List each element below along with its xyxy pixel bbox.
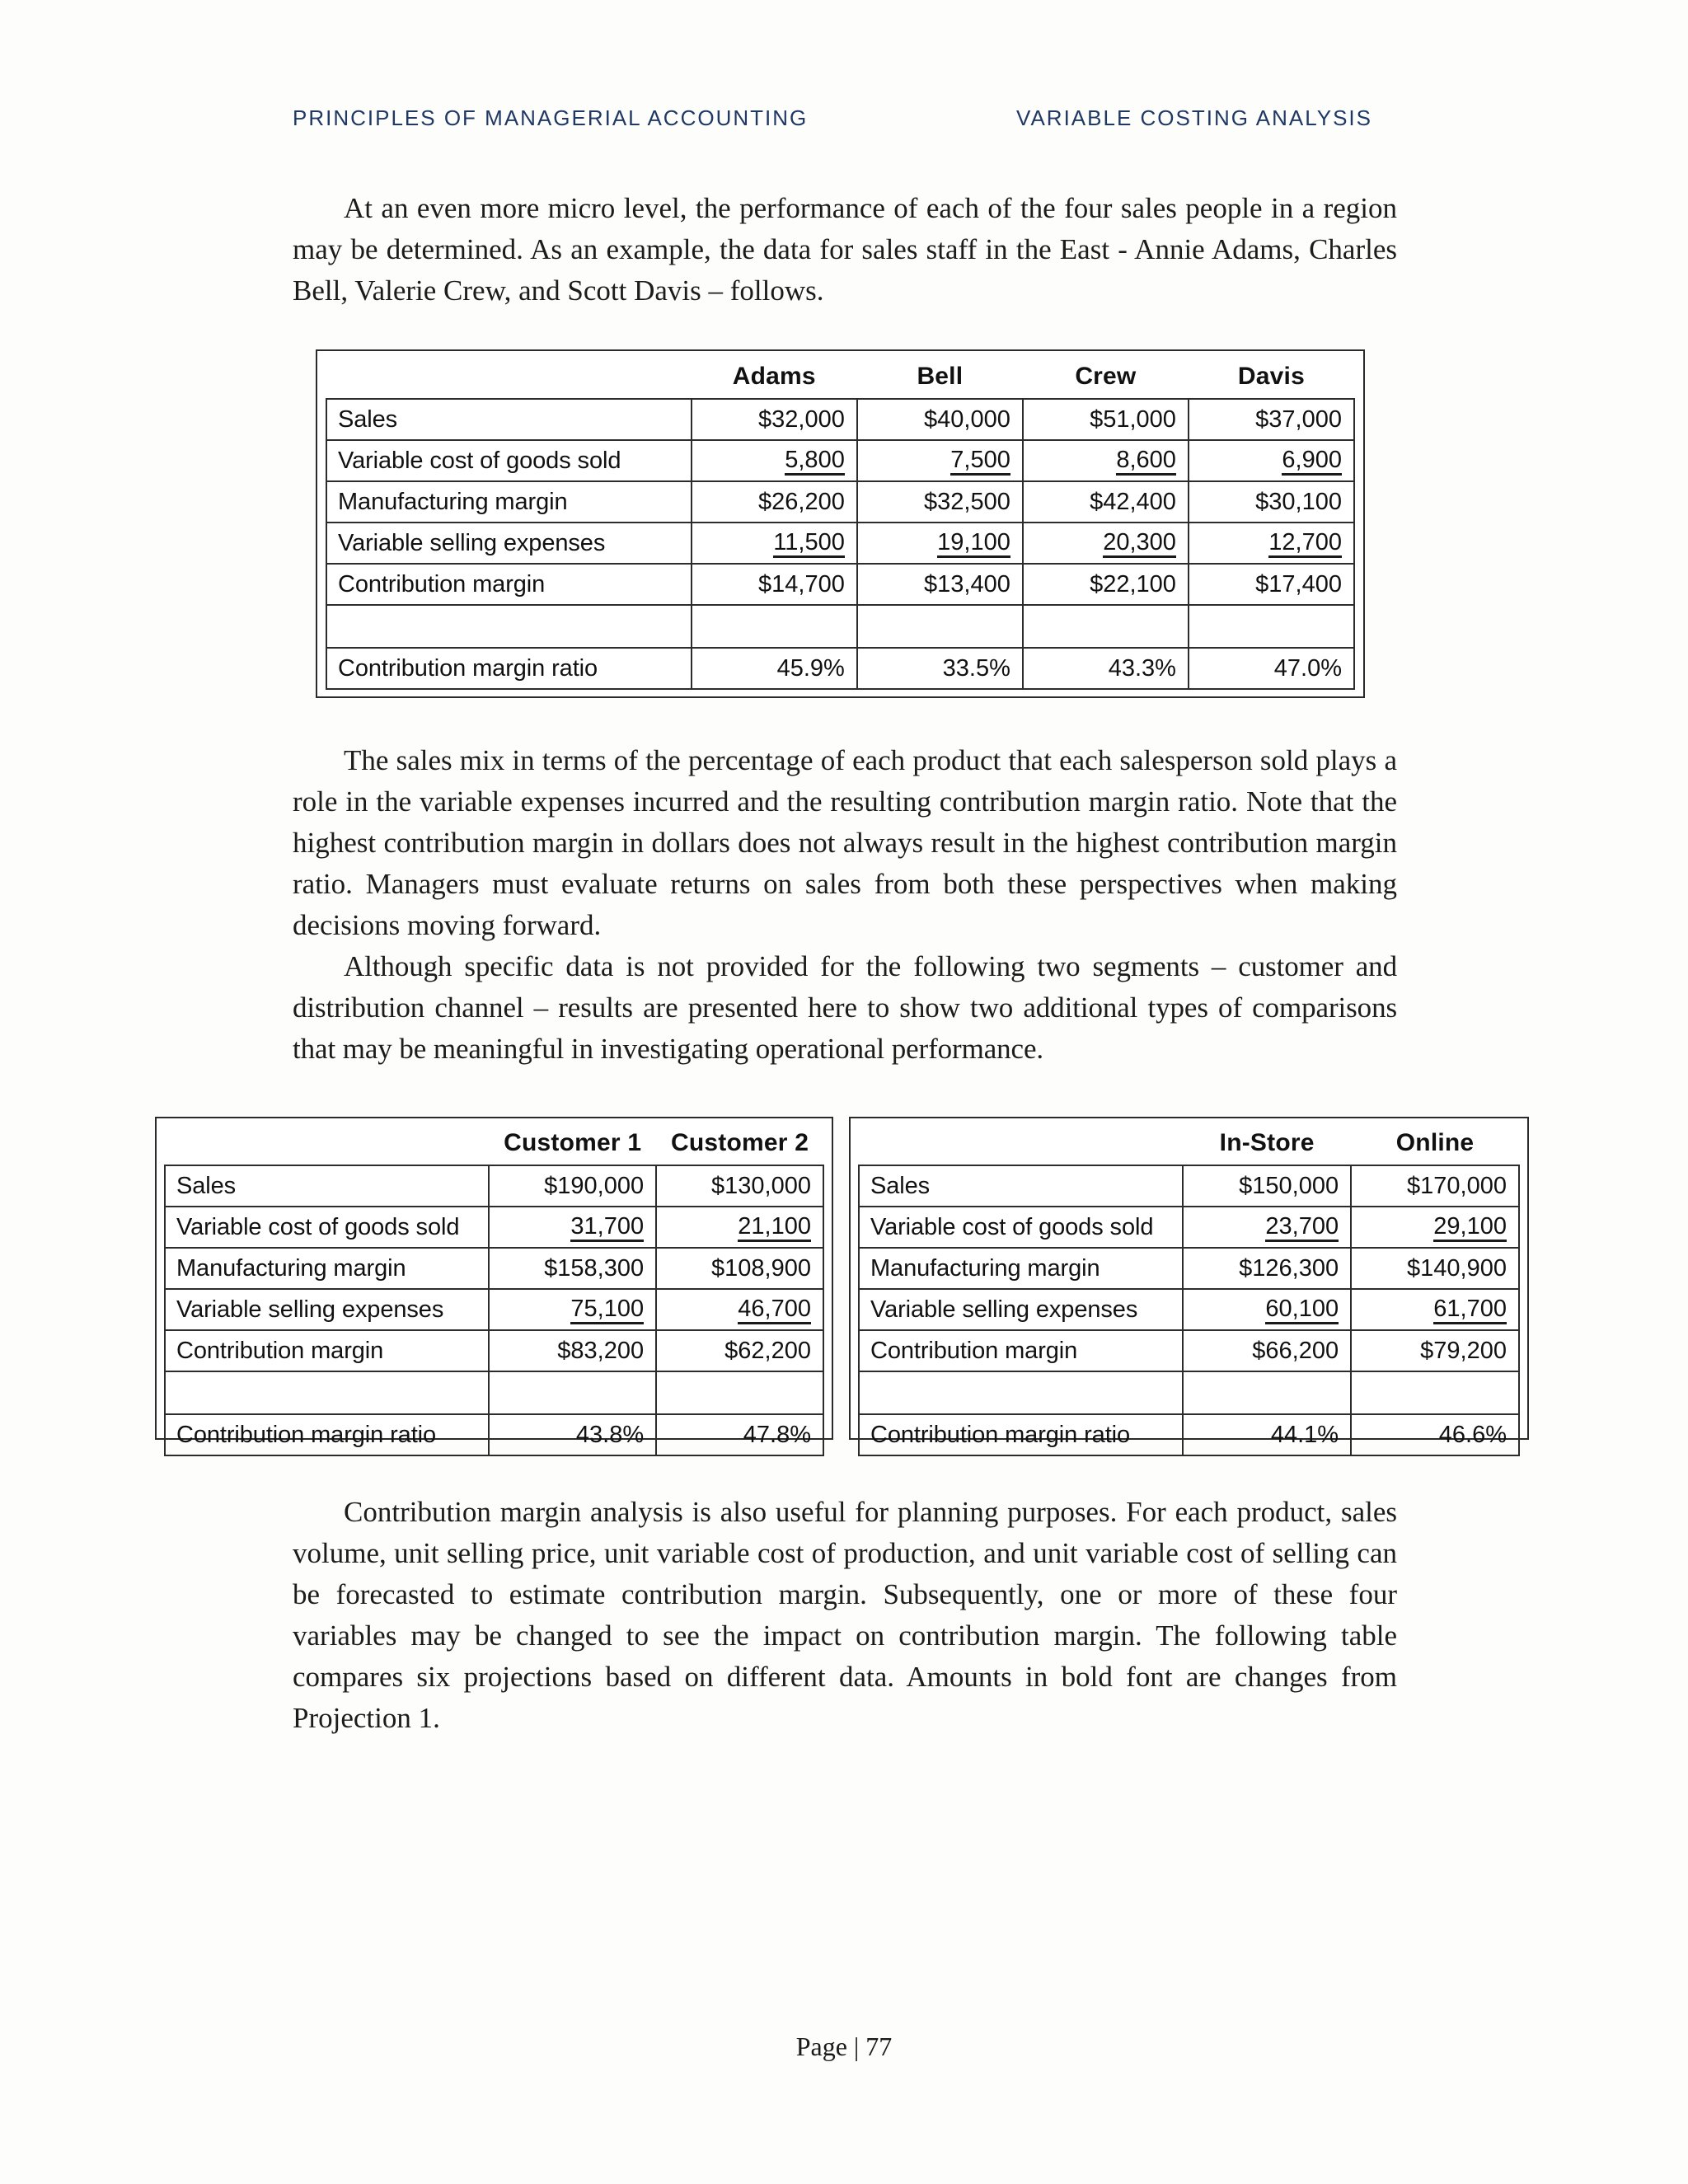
row-label: Contribution margin ratio [326, 648, 692, 689]
row-label: Variable selling expenses [859, 1289, 1183, 1330]
row-label: Contribution margin [326, 564, 692, 605]
cell-value: $62,200 [656, 1330, 823, 1371]
spacer-cell [692, 605, 857, 648]
table-row [859, 1289, 1519, 1330]
footer-separator: | [853, 2032, 860, 2061]
spacer-cell [165, 1371, 489, 1414]
channel-table-container [849, 1117, 1529, 1448]
table-row [859, 1165, 1519, 1207]
column-header-davis: Davis [1237, 363, 1305, 390]
column-header-crew: Crew [1075, 363, 1137, 390]
cell-value: 47.0% [1189, 648, 1354, 689]
column-header-customer-1: Customer 1 [504, 1129, 642, 1156]
row-label: Sales [326, 399, 692, 440]
cell-value: 31,700 [489, 1207, 656, 1248]
spacer-cell [489, 1371, 656, 1414]
cell-value: 29,100 [1351, 1207, 1519, 1248]
cell-value: $32,500 [857, 481, 1023, 523]
spacer-cell [1023, 605, 1189, 648]
table-row [165, 1414, 823, 1455]
running-head-right: VARIABLE COSTING ANALYSIS [1016, 105, 1372, 130]
cell-value: 6,900 [1189, 440, 1354, 481]
table-row [165, 1330, 823, 1371]
table-row [165, 1165, 823, 1207]
table-header-row [859, 1122, 1519, 1165]
table-row [165, 1207, 823, 1248]
cell-value: 61,700 [1351, 1289, 1519, 1330]
row-label: Sales [165, 1165, 489, 1207]
cell-value: 20,300 [1023, 523, 1189, 564]
cell-value: 19,100 [857, 523, 1023, 564]
table-row [859, 1330, 1519, 1371]
cell-value: $30,100 [1189, 481, 1354, 523]
row-label: Variable selling expenses [326, 523, 692, 564]
row-label: Manufacturing margin [859, 1248, 1183, 1289]
cell-value: $190,000 [489, 1165, 656, 1207]
cell-value: $158,300 [489, 1248, 656, 1289]
paragraph-4: Contribution margin analysis is also useful for planning purposes. For each product, sales volume, unit selling price, unit variable cost of production, and unit variable cost of selling can be forecasted to estimate contribution margin. Subsequently, one or more of these four variables may be changed to see the impact on contribution margin. The following table compares six projections based on different data. Amounts in bold font are changes from Projection 1. [293, 1496, 1397, 1734]
cell-value: 46.6% [1351, 1414, 1519, 1455]
row-label: Variable cost of goods sold [326, 440, 692, 481]
table-spacer-row [326, 605, 1354, 648]
cell-value: $22,100 [1023, 564, 1189, 605]
spacer-cell [326, 605, 692, 648]
cell-value: 11,500 [692, 523, 857, 564]
cell-value: $42,400 [1023, 481, 1189, 523]
column-header-online: Online [1395, 1129, 1475, 1156]
cell-value: $170,000 [1351, 1165, 1519, 1207]
row-label: Contribution margin [165, 1330, 489, 1371]
row-label: Variable cost of goods sold [165, 1207, 489, 1248]
spacer-cell [859, 1371, 1183, 1414]
cell-value: $37,000 [1189, 399, 1354, 440]
cell-value: 44.1% [1183, 1414, 1351, 1455]
cell-value: 5,800 [692, 440, 857, 481]
cell-value: 12,700 [1189, 523, 1354, 564]
table-spacer-row [859, 1371, 1519, 1414]
cell-value: 43.3% [1023, 648, 1189, 689]
paragraph-1: At an even more micro level, the performance of each of the four sales people in a region may be determined. As an example, the data for sales staff in the East - Annie Adams, Charles Bell, Valerie Crew, and Scott Davis – follows. [293, 192, 1397, 307]
column-header-in-store: In-Store [1219, 1129, 1315, 1156]
row-label: Contribution margin ratio [859, 1414, 1183, 1455]
salespeople-table [326, 356, 1355, 690]
cell-value: $150,000 [1183, 1165, 1351, 1207]
cell-value: $83,200 [489, 1330, 656, 1371]
table-row [326, 399, 1354, 440]
cell-value: 33.5% [857, 648, 1023, 689]
spacer-cell [656, 1371, 823, 1414]
table-row [326, 564, 1354, 605]
table-row [165, 1248, 823, 1289]
cell-value: $126,300 [1183, 1248, 1351, 1289]
table-row [326, 523, 1354, 564]
cell-value: 7,500 [857, 440, 1023, 481]
footer-label: Page [795, 2032, 847, 2061]
table-row [859, 1248, 1519, 1289]
column-header-bell: Bell [917, 363, 964, 390]
row-label: Sales [859, 1165, 1183, 1207]
column-header-blank [326, 356, 692, 399]
table-row [859, 1414, 1519, 1455]
row-label: Manufacturing margin [326, 481, 692, 523]
cell-value: $108,900 [656, 1248, 823, 1289]
footer-page-number: 77 [865, 2032, 893, 2061]
row-label: Contribution margin [859, 1330, 1183, 1371]
paragraph-2: The sales mix in terms of the percentage of each product that each salesperson sold plays a role in the variable expenses incurred and the resulting contribution margin ratio. Note that the highest contribution margin in dollars does not always result in the highest contribution margin ratio. Managers must evaluate returns on sales from both these perspectives when making decisions moving forward. [293, 744, 1397, 941]
cell-value: $17,400 [1189, 564, 1354, 605]
cell-value: $26,200 [692, 481, 857, 523]
table-row [859, 1207, 1519, 1248]
spacer-cell [1183, 1371, 1351, 1414]
table-header-row [326, 356, 1354, 399]
cell-value: $130,000 [656, 1165, 823, 1207]
cell-value: $14,700 [692, 564, 857, 605]
paragraph-block-middle [293, 740, 1397, 1070]
cell-value: 75,100 [489, 1289, 656, 1330]
cell-value: $13,400 [857, 564, 1023, 605]
cell-value: 21,100 [656, 1207, 823, 1248]
running-head-left: PRINCIPLES OF MANAGERIAL ACCOUNTING [293, 105, 809, 130]
column-header-blank [859, 1122, 1183, 1165]
cell-value: $51,000 [1023, 399, 1189, 440]
cell-value: $79,200 [1351, 1330, 1519, 1371]
cell-value: 45.9% [692, 648, 857, 689]
table-row [326, 440, 1354, 481]
row-label: Contribution margin ratio [165, 1414, 489, 1455]
running-head [293, 105, 1395, 131]
spacer-cell [857, 605, 1023, 648]
cell-value: 23,700 [1183, 1207, 1351, 1248]
table-spacer-row [165, 1371, 823, 1414]
channel-table [858, 1122, 1520, 1456]
table-header-row [165, 1122, 823, 1165]
paragraph-block-planning [293, 1492, 1397, 1739]
column-header-customer-2: Customer 2 [671, 1129, 809, 1156]
paragraph-3: Although specific data is not provided for the following two segments – customer and distribution channel – results are presented here to show two additional types of comparisons that may be meaningful in investigating operational performance. [293, 950, 1397, 1065]
table-row [326, 481, 1354, 523]
table-row [326, 648, 1354, 689]
cell-value: $40,000 [857, 399, 1023, 440]
column-header-blank [165, 1122, 489, 1165]
cell-value: $140,900 [1351, 1248, 1519, 1289]
row-label: Variable selling expenses [165, 1289, 489, 1330]
row-label: Variable cost of goods sold [859, 1207, 1183, 1248]
cell-value: $32,000 [692, 399, 857, 440]
customer-table [164, 1122, 824, 1456]
cell-value: 47.8% [656, 1414, 823, 1455]
spacer-cell [1351, 1371, 1519, 1414]
table-row [165, 1289, 823, 1330]
column-header-adams: Adams [732, 363, 816, 390]
page-footer [0, 2032, 1688, 2062]
spacer-cell [1189, 605, 1354, 648]
cell-value: 60,100 [1183, 1289, 1351, 1330]
paragraph-block-intro [293, 188, 1397, 312]
salespeople-table-container [316, 349, 1365, 698]
cell-value: $66,200 [1183, 1330, 1351, 1371]
customer-table-container [155, 1117, 833, 1448]
cell-value: 43.8% [489, 1414, 656, 1455]
row-label: Manufacturing margin [165, 1248, 489, 1289]
cell-value: 46,700 [656, 1289, 823, 1330]
cell-value: 8,600 [1023, 440, 1189, 481]
